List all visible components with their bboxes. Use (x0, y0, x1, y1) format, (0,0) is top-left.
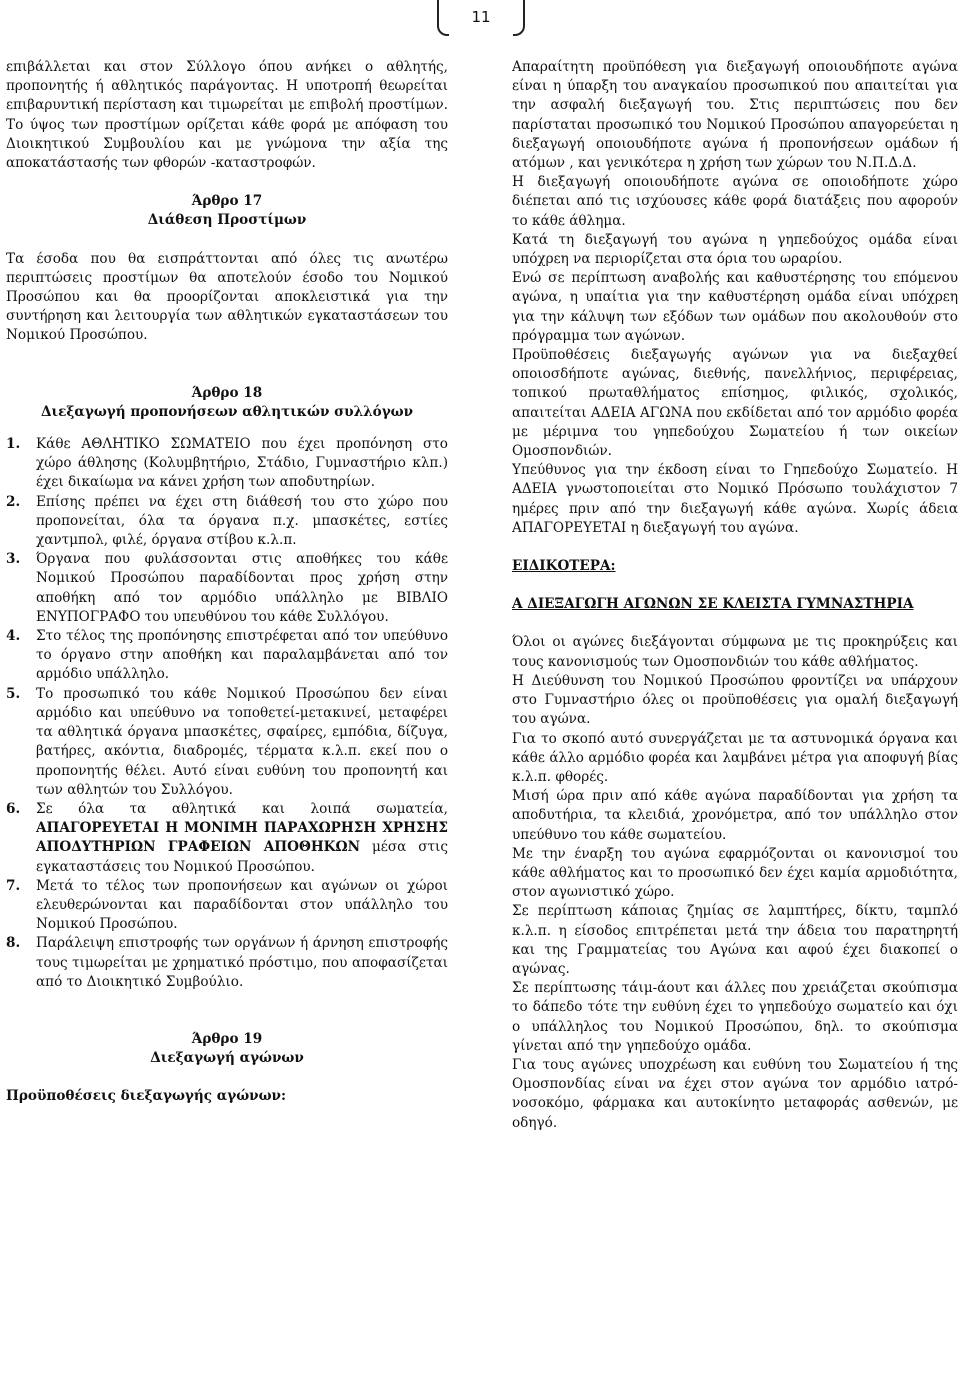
item-text: Μετά το τέλος των προπονήσεων και αγώνων οι χώροι ελευθερώνονται και παραδίδονται στον υπάλληλο του Νομικού Προσώπου. (36, 877, 448, 933)
item-number: 4. (6, 628, 21, 645)
paragraph: Η διεξαγωγή οποιουδήποτε αγώνα σε οποιοδήποτε χώρο διέπεται από τις ισχύουσες κάθε φορά διατάξεις που αφορούν το κάθε άθλημα. (512, 174, 958, 229)
list-item (6, 435, 448, 493)
article-17-subtitle: Διάθεση Προστίμων (147, 212, 307, 229)
item-text: Όργανα που φυλάσσονται στις αποθήκες του κάθε Νομικού Προσώπου παραδίδονται προς χρήση στην αποθήκη από τον αρμόδιο υπάλληλο με ΒΙΒΛΙΟ ΕΝΥΠΟΓΡΑΦΟ του υπευθύνου του κάθε Συλλόγου. (36, 551, 448, 625)
article-18-subtitle: Διεξαγωγή προπονήσεων αθλητικών συλλόγων (40, 403, 414, 420)
item-6-pre: Σε όλα τα αθλητικά και λοιπά σωματεία, (36, 800, 448, 817)
list-item (6, 685, 448, 800)
item-6-post: μέσα στις εγκαταστάσεις του Νομικού Προσώπου. (36, 839, 448, 875)
item-number: 8. (6, 935, 21, 952)
intro-paragraph: επιβάλλεται και στον Σύλλογο όπου ανήκει ο αθλητής, προπονητής ή αθλητικός παράγοντας. Η υποτροπή θεωρείται επιβαρυντική περίσταση και τιμωρείται με επιβολή προστίμων. Το ύψος των προστίμων ορίζεται κάθε φορά με απόφαση του Διοικητικού Συμβουλίου και με γνώμονα την αξία της αποκατάστασής των φθορών -καταστροφών. (6, 59, 448, 172)
item-number: 2. (6, 493, 21, 510)
paragraph: Όλοι οι αγώνες διεξάγονται σύμφωνα με τις προκηρύξεις και τους κανονισμούς των Ομοσπονδιών του κάθε αθλήματος. (512, 634, 958, 670)
list-item (6, 800, 448, 877)
left-column (6, 58, 448, 1107)
article-17-title: Άρθρο 17 (191, 193, 263, 210)
item-number: 6. (6, 800, 21, 817)
paragraph: Ενώ σε περίπτωση αναβολής και καθυστέρησης του επόμενου αγώνα, η υπαίτια για την καθυστέρηση ομάδα είναι υπόχρεη για την κάλυψη των εξόδων των ομάδων που ακολουθούν στο πρόγραμμα των αγώνων. (512, 270, 958, 344)
paragraph: Μισή ώρα πριν από κάθε αγώνα παραδίδονται για χρήση τα αποδυτήρια, τα κλειδιά, χρονόμετρα, από τον υπάλληλο στον υπεύθυνο του κάθε σωματείου. (512, 788, 958, 843)
paragraph: Σε περίπτωσης τάιμ-άουτ και άλλες που χρειάζεται σκούπισμα το δάπεδο τότε την ευθύνη έχει το γηπεδούχο σωματείο και όχι ο υπάλληλος του Νομικού Προσώπου, δηλ. το σκούπισμα γίνεται από την γηπεδούχο ομάδα. (512, 980, 958, 1054)
list-item (6, 627, 448, 685)
list-item (6, 493, 448, 551)
article-18-title: Άρθρο 18 (191, 384, 263, 401)
right-column (512, 58, 958, 1133)
paragraph: Η Διεύθυνση του Νομικού Προσώπου φροντίζει να υπάρχουν στο Γυμναστήριο όλες οι προϋποθέσεις για ομαλή διεξαγωγή του αγώνα. (512, 672, 958, 728)
list-item (6, 877, 448, 935)
item-number: 7. (6, 877, 21, 894)
paragraph: Με την έναρξη του αγώνα εφαρμόζονται οι κανονισμοί του κάθε αθλήματος και το προσωπικό δεν έχει καμία αρμοδιότητα, στον αγωνιστικό χώρο. (512, 845, 958, 901)
item-6-bold-prohibition: ΑΠΑΓΟΡΕΥΕΤΑΙ Η ΜΟΝΙΜΗ ΠΑΡΑΧΩΡΗΣΗ ΧΡΗΣΗΣ ΑΠΟΔΥΤΗΡΙΩΝ ΓΡΑΦΕΙΩΝ ΑΠΟΘΗΚΩΝ (36, 820, 448, 856)
paragraph: Απαραίτητη προϋπόθεση για διεξαγωγή οποιουδήποτε αγώνα είναι η ύπαρξη του αναγκαίου προσωπικού που απαιτείται για την ασφαλή διεξαγωγή του. Στις περιπτώσεις που δεν παρίσταται προσωπικό του Νομικού Προσώπου απαγορεύεται η διεξαγωγή οποιουδήποτε αγώνα ή προπονήσεων ομάδων ή ατόμων , και γενικότερα η χρήση των χώρων του Ν.Π.Δ.Δ. (512, 59, 958, 172)
item-text: Επίσης πρέπει να έχει στη διάθεσή του στο χώρο που προπονείται, όλα τα όργανα π.χ. μπασκέτες, εστίες χαντμπολ, φιλέ, όργανα στίβου κ.λ.π. (36, 493, 448, 549)
paragraph: Για τους αγώνες υποχρέωση και ευθύνη του Σωματείου ή της Ομοσπονδίας είναι να έχει στον αγώνα τον αρμόδιο ιατρό-νοσοκόμο, φάρμακα και αυτοκίνητο μεταφοράς ασθενών, με οδηγό. (512, 1056, 958, 1131)
paragraph: Προϋποθέσεις διεξαγωγής αγώνων για να διεξαχθεί οποιοσδήποτε αγώνας, διεθνής, πανελλήνιος, περιφέρειας, τοπικού πρωταθλήματος επίσημος, φιλικός, σχολικός, απαιτείται ΑΔΕΙΑ ΑΓΩΝΑ που εκδίδεται από τον αρμόδιο φορέα με μέριμνα του γηπεδούχου Σωματείου ή των οικείων Ομοσπονδιών. (512, 347, 958, 460)
item-number: 3. (6, 551, 21, 568)
paragraph: Για το σκοπό αυτό συνεργάζεται με τα αστυνομικά όργανα και κάθε άλλο αρμόδιο φορέα και λαμβάνει μέτρα για αποφυγή βίας κ.λ.π. φθορές. (512, 730, 958, 785)
item-text: Κάθε ΑΘΛΗΤΙΚΟ ΣΩΜΑΤΕΙΟ που έχει προπόνηση στο χώρο άθλησης (Κολυμβητήριο, Στάδιο, Γυμναστήριο κλπ.) έχει δικαίωμα να κάνει χρήση των αποδυτηρίων. (36, 436, 448, 491)
item-text (36, 800, 448, 877)
item-number: 1. (6, 436, 21, 453)
paragraph: Σε περίπτωση κάποιας ζημίας σε λαμπτήρες, δίκτυ, ταμπλό κ.λ.π. η είσοδος επιτρέπεται μετά την άδεια του παρατηρητή και της Γραμματείας του Αγώνα και αφού έχει διακοπεί ο αγώνας. (512, 903, 958, 977)
list-item (6, 550, 448, 627)
item-text: Το προσωπικό του κάθε Νομικού Προσώπου δεν είναι αρμόδιο και υπεύθυνο να τοποθετεί-μετακινεί, μεταφέρει τα αθλητικά όργανα μπασκέτες, σφαίρες, εμπόδια, δίζυγα, βατήρες, ακόντια, διαδρομές, τέρματα κ.λ.π. εκεί που ο προπονητής θέλει. Αυτό είναι ευθύνη του προπονητή και των αθλητών του Συλλόγου. (36, 685, 448, 798)
article-17-text: Τα έσοδα που θα εισπράττονται από όλες τις ανωτέρω περιπτώσεις προστίμων θα αποτελούν έσοδο του Νομικού Προσώπου και θα προορίζονται αποκλειστικά για την συντήρηση και λειτουργία των αθλητικών εγκαταστάσεων του Νομικού Προσώπου. (6, 250, 448, 344)
paragraph: Υπεύθυνος για την έκδοση είναι το Γηπεδούχο Σωματείο. Η ΑΔΕΙΑ γνωστοποιείται στο Νομικό Πρόσωπο τουλάχιστον 7 ημέρες πριν από την διεξαγωγή κάθε αγώνα. Χωρίς άδεια ΑΠΑΓΟΡΕΥΕΤΑΙ η διεξαγωγή του αγώνα. (512, 462, 958, 536)
list-item (6, 934, 448, 992)
prerequisites-heading: Προϋποθέσεις διεξαγωγής αγώνων: (6, 1088, 287, 1105)
paragraph: Κατά τη διεξαγωγή του αγώνα η γηπεδούχος ομάδα είναι υπόχρεη να περιορίζεται στα όρια του ωραρίου. (512, 231, 958, 268)
special-heading: ΕΙΔΙΚΟΤΕΡΑ: (512, 558, 616, 575)
item-text: Παράλειψη επιστροφής των οργάνων ή άρνηση επιστροφής τους τιμωρείται με χρηματικό πρόστιμο, που αποφασίζεται από το Διοικητικό Συμβούλιο. (36, 935, 448, 990)
article-19-subtitle: Διεξαγωγή αγώνων (150, 1050, 304, 1067)
page-number-frame (437, 0, 525, 34)
item-text: Στο τέλος της προπόνησης επιστρέφεται από τον υπεύθυνο το όργανο στην αποθήκη και παραλαμβάνεται από τον αρμόδιο υπάλληλο. (36, 628, 448, 683)
article-19-title: Άρθρο 19 (191, 1030, 263, 1047)
section-a-heading: Α ΔΙΕΞΑΓΩΓΗ ΑΓΩΝΩΝ ΣΕ ΚΛΕΙΣΤΑ ΓΥΜΝΑΣΤΗΡΙΑ (512, 596, 914, 613)
item-number: 5. (6, 685, 21, 702)
page-number: 11 (471, 8, 491, 26)
